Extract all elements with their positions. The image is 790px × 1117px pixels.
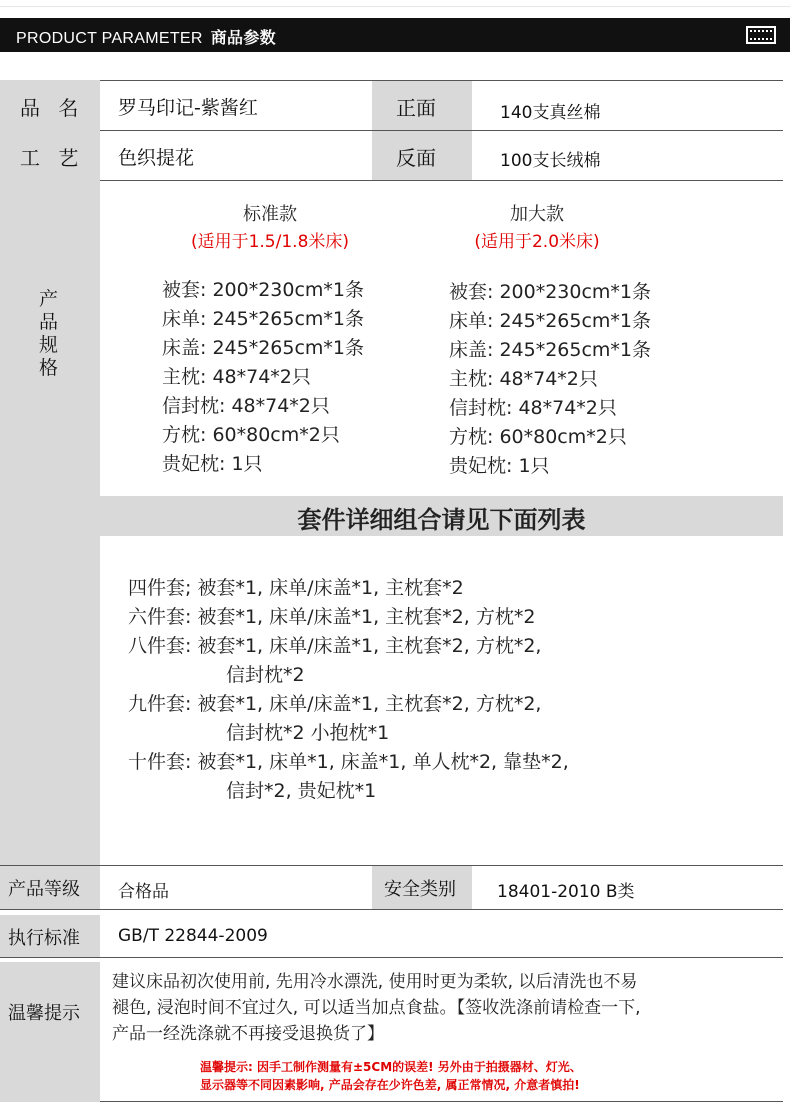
tips-warning xyxy=(200,1058,582,1094)
row-line xyxy=(0,909,783,910)
large-title: 加大款 xyxy=(510,204,564,225)
spec-item: 方枕: 60*80cm*2只 xyxy=(162,424,340,446)
combo-list xyxy=(128,574,569,806)
tips-line: 建议床品初次使用前, 先用冷水漂洗, 使用时更为柔软, 以后清洗也不易 xyxy=(112,972,638,992)
spec-item: 贵妃枕: 1只 xyxy=(449,455,550,477)
safety-value: 18401-2010 B类 xyxy=(497,882,635,902)
spec-item: 床单: 245*265cm*1条 xyxy=(449,310,652,332)
craft-label: 工 艺 xyxy=(20,146,85,170)
spec-item: 信封枕: 48*74*2只 xyxy=(162,395,330,417)
spec-item: 主枕: 48*74*2只 xyxy=(162,366,311,388)
spec-item: 被套: 200*230cm*1条 xyxy=(162,279,365,301)
combo-line: 十件套: 被套*1, 床单*1, 床盖*1, 单人枕*2, 靠垫*2, xyxy=(128,751,569,773)
spec-label xyxy=(39,288,63,380)
tips-label: 温馨提示 xyxy=(8,1003,80,1024)
spec-item: 方枕: 60*80cm*2只 xyxy=(449,426,627,448)
spec-item: 主枕: 48*74*2只 xyxy=(449,368,598,390)
standard-value: GB/T 22844-2009 xyxy=(118,926,268,946)
row-line xyxy=(100,1101,783,1102)
large-subtitle: (适用于2.0米床) xyxy=(474,232,600,252)
top-divider xyxy=(0,6,790,7)
tips-warning-line: 温馨提示: 因手工制作测量有±5CM的误差! 另外由于拍摄器材、灯光、 xyxy=(200,1060,582,1074)
grade-value: 合格品 xyxy=(118,882,169,902)
spec-label-char: 规 xyxy=(39,334,59,356)
header-title xyxy=(16,25,276,48)
film-icon xyxy=(746,26,776,44)
standard-subtitle: (适用于1.5/1.8米床) xyxy=(190,232,350,252)
row-line xyxy=(100,130,783,131)
combo-banner: 套件详细组合请见下面列表 xyxy=(297,506,586,534)
craft-value: 色织提花 xyxy=(118,147,195,169)
combo-line: 信封*2, 贵妃枕*1 xyxy=(226,780,377,802)
spec-item: 床单: 245*265cm*1条 xyxy=(162,308,365,330)
tips-text xyxy=(112,969,641,1047)
name-label: 品 名 xyxy=(20,96,85,120)
row-line xyxy=(0,865,783,866)
tips-label-bg xyxy=(0,962,100,1102)
header-title-cn: 商品参数 xyxy=(210,30,276,47)
combo-line: 信封枕*2 xyxy=(226,664,305,686)
tips-warning-line: 显示器等不同因素影响, 产品会存在少许色差, 属正常情况, 介意者慎拍! xyxy=(200,1078,580,1092)
spec-item: 贵妃枕: 1只 xyxy=(162,453,263,475)
safety-label: 安全类别 xyxy=(384,879,456,900)
spec-item: 被套: 200*230cm*1条 xyxy=(449,281,652,303)
tips-line: 产品一经洗涤就不再接受退换货了】 xyxy=(112,1024,384,1044)
combo-line: 四件套; 被套*1, 床单/床盖*1, 主枕套*2 xyxy=(128,577,464,599)
combo-line: 信封枕*2 小抱枕*1 xyxy=(226,722,390,744)
back-label: 反面 xyxy=(396,146,436,170)
standard-spec-list xyxy=(162,276,364,479)
row-line xyxy=(100,180,783,181)
name-value: 罗马印记-紫酱红 xyxy=(118,97,258,119)
large-spec-list xyxy=(449,278,651,481)
section-header xyxy=(0,18,790,52)
back-value: 100支长绒棉 xyxy=(500,151,601,171)
spec-label-char: 格 xyxy=(39,357,59,379)
spec-item: 床盖: 245*265cm*1条 xyxy=(449,339,652,361)
combo-line: 九件套: 被套*1, 床单/床盖*1, 主枕套*2, 方枕*2, xyxy=(128,693,542,715)
standard-label: 执行标准 xyxy=(8,928,80,949)
front-label: 正面 xyxy=(396,96,436,120)
grade-label: 产品等级 xyxy=(8,879,80,900)
combo-line: 六件套: 被套*1, 床单/床盖*1, 主枕套*2, 方枕*2 xyxy=(128,606,536,628)
spec-label-char: 品 xyxy=(39,311,59,333)
combo-line: 八件套: 被套*1, 床单/床盖*1, 主枕套*2, 方枕*2, xyxy=(128,635,542,657)
tips-line: 褪色, 浸泡时间不宜过久, 可以适当加点食盐。【签收洗涤前请检查一下, xyxy=(112,998,641,1018)
spec-item: 床盖: 245*265cm*1条 xyxy=(162,337,365,359)
row-line xyxy=(100,80,783,81)
label-column-bg xyxy=(0,80,100,865)
header-title-en: PRODUCT PARAMETER xyxy=(16,30,203,47)
front-value: 140支真丝棉 xyxy=(500,103,601,123)
spec-item: 信封枕: 48*74*2只 xyxy=(449,397,617,419)
spec-label-char: 产 xyxy=(39,288,59,310)
row-line xyxy=(0,957,783,958)
standard-title: 标准款 xyxy=(243,204,297,225)
